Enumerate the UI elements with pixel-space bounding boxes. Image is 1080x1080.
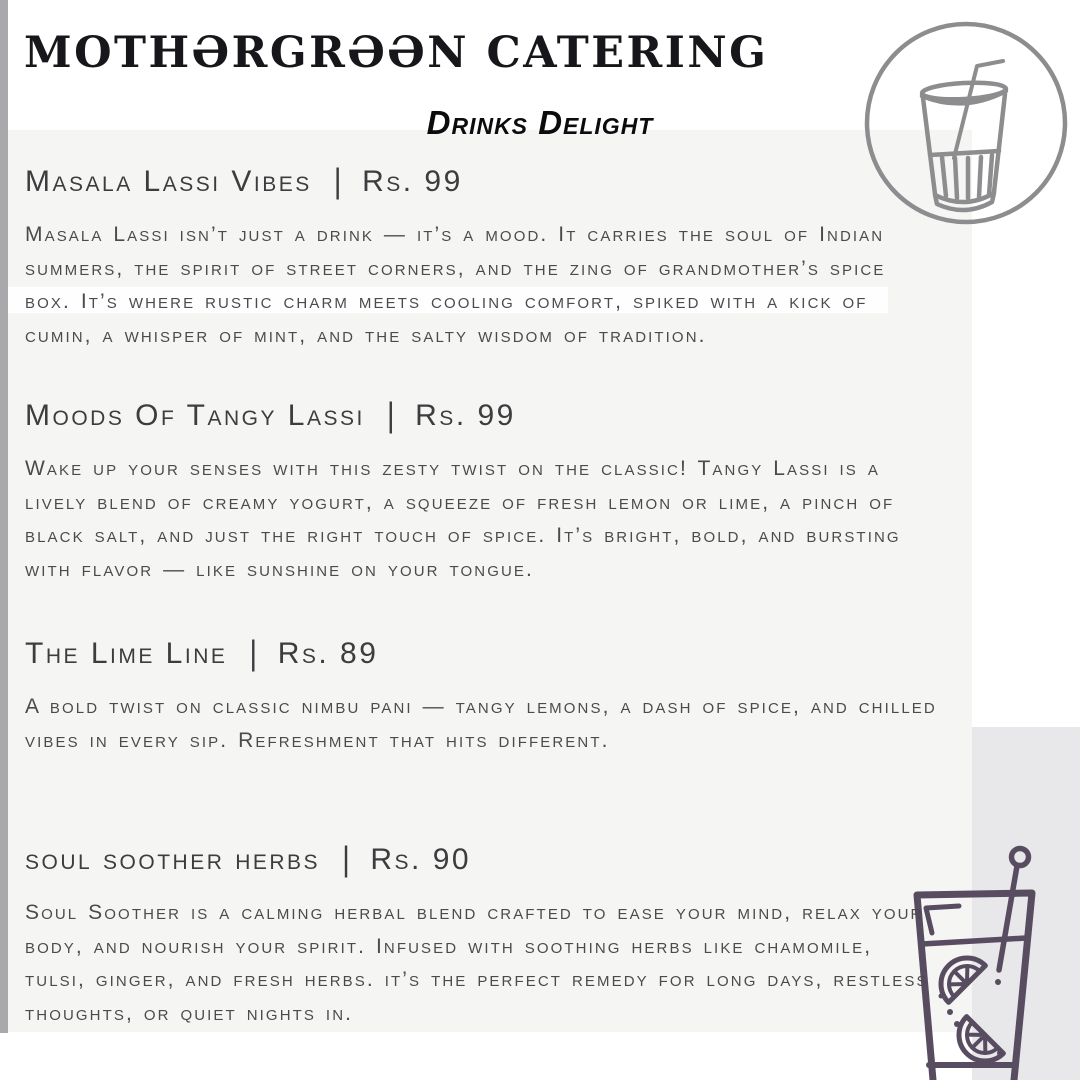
item-name: Moods Of Tangy Lassi (25, 399, 365, 432)
price-divider: | (249, 634, 260, 673)
price-divider: | (342, 840, 353, 879)
menu-item (25, 160, 945, 352)
item-price: Rs. 99 (362, 165, 463, 198)
item-heading (25, 838, 945, 882)
menu-item (25, 394, 945, 586)
item-description: Masala Lassi isn’t just a drink — it’s a mood. It carries the soul of Indian summers, the spirit of street corners, and the zing of grandmother’s spice box. It’s where rustic charm meets cooling comfort, spiked with a kick of cumin, a whisper of mint, and the salty wisdom of tradition. (25, 223, 886, 347)
item-heading (25, 632, 945, 676)
item-price: Rs. 90 (370, 843, 472, 876)
item-name: The Lime Line (25, 637, 228, 670)
item-heading (25, 160, 945, 204)
menu-item (25, 632, 945, 757)
price-divider: | (386, 396, 398, 435)
item-description: A bold twist on classic nimbu pani — tangy lemons, a dash of spice, and chilled vibes in every sip. Refreshment that hits different. (25, 695, 937, 752)
item-name: soul soother herbs (25, 843, 321, 876)
item-description: Soul Soother is a calming herbal blend crafted to ease your mind, relax your body, and nourish your spirit. Infused with soothing herbs like chamomile, tulsi, ginger, and fresh herbs. it’s the perfect remedy for long days, restless thoughts, or quiet nights in. (25, 901, 929, 1025)
left-edge-strip (0, 0, 8, 1033)
item-heading (25, 394, 945, 438)
brand-title: MOTHƏRGRƏƏN CATERING (24, 28, 769, 78)
item-name: Masala Lassi Vibes (25, 165, 312, 198)
menu-item (25, 838, 945, 1030)
item-price: Rs. 89 (277, 637, 379, 670)
item-price: Rs. 99 (415, 399, 516, 432)
menu-subtitle: Drinks Delight (426, 104, 654, 141)
price-divider: | (333, 162, 345, 201)
item-description: Wake up your senses with this zesty twist on the classic! Tangy Lassi is a lively blend of creamy yogurt, a squeeze of fresh lemon or lime, a pinch of black salt, and just the right touch of spice. It’s bright, bold, and bursting with flavor — like sunshine on your tongue. (25, 457, 901, 581)
